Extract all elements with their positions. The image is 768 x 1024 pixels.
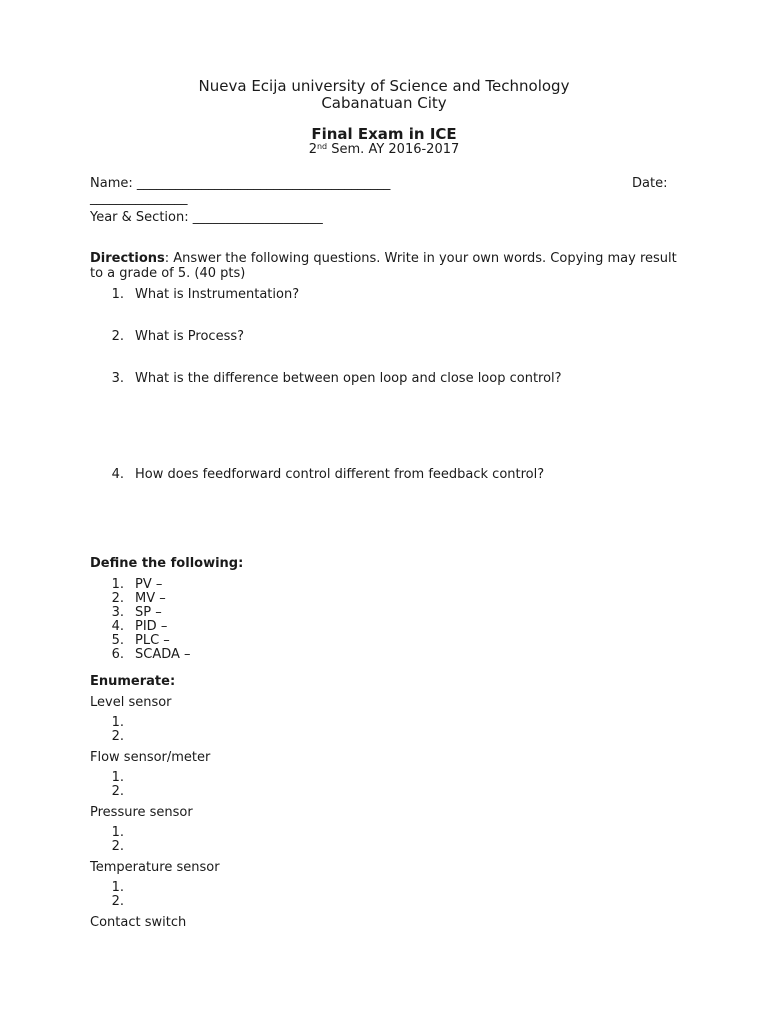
enumerate-item-number: 2. [111,784,124,799]
enumerate-item-number: 2. [111,729,124,744]
question-number: 3. [111,371,124,386]
define-item-number: 6. [111,647,124,662]
semester-line [0,142,768,157]
enumerate-group-label: Temperature sensor [90,860,220,875]
define-item-number: 1. [111,577,124,592]
university-name: Nueva Ecija university of Science and Technology [198,77,570,95]
enumerate-item-number: 2. [111,839,124,854]
question-number: 4. [111,467,124,482]
define-item-number: 2. [111,591,124,606]
question-number: 2. [111,329,124,344]
enumerate-group-label: Contact switch [90,915,187,930]
directions-label: Directions [90,251,165,266]
define-item-text: SCADA – [135,647,191,662]
define-item-text: MV – [135,591,166,606]
enumerate-item-number: 1. [111,825,124,840]
directions-paragraph [90,251,680,281]
exam-title: Final Exam in ICE [311,125,457,143]
define-item-number: 3. [111,605,124,620]
define-item-text: PV – [135,577,163,592]
define-item-number: 5. [111,633,124,648]
enumerate-group-label: Level sensor [90,695,172,710]
university-city: Cabanatuan City [321,94,447,112]
define-heading: Define the following: [90,556,244,571]
semester-number: 2 [308,142,317,157]
define-item-text: PID – [135,619,168,634]
enumerate-item-number: 1. [111,715,124,730]
enumerate-group-label: Pressure sensor [90,805,193,820]
enumerate-item-number: 1. [111,880,124,895]
enumerate-group-label: Flow sensor/meter [90,750,211,765]
date-line: _______________ [90,191,188,206]
year-section-field: Year & Section: ____________________ [90,210,323,225]
semester-year: Sem. AY 2016-2017 [327,142,460,157]
define-item-text: SP – [135,605,162,620]
question-text: What is Instrumentation? [135,287,300,302]
enumerate-heading: Enumerate: [90,674,176,689]
question-text: What is the difference between open loop and close loop control? [135,371,562,386]
question-number: 1. [111,287,124,302]
question-text: What is Process? [135,329,245,344]
semester-ordinal: nd [316,142,328,151]
define-item-number: 4. [111,619,124,634]
enumerate-item-number: 1. [111,770,124,785]
date-label: Date: [632,176,668,191]
name-field: Name: _______________________________________ [90,176,391,191]
define-item-text: PLC – [135,633,170,648]
enumerate-item-number: 2. [111,894,124,909]
question-text: How does feedforward control different from feedback control? [135,467,545,482]
directions-text: : Answer the following questions. Write in your own words. Copying may result to a grade of 5. (40 pts) [90,251,677,281]
